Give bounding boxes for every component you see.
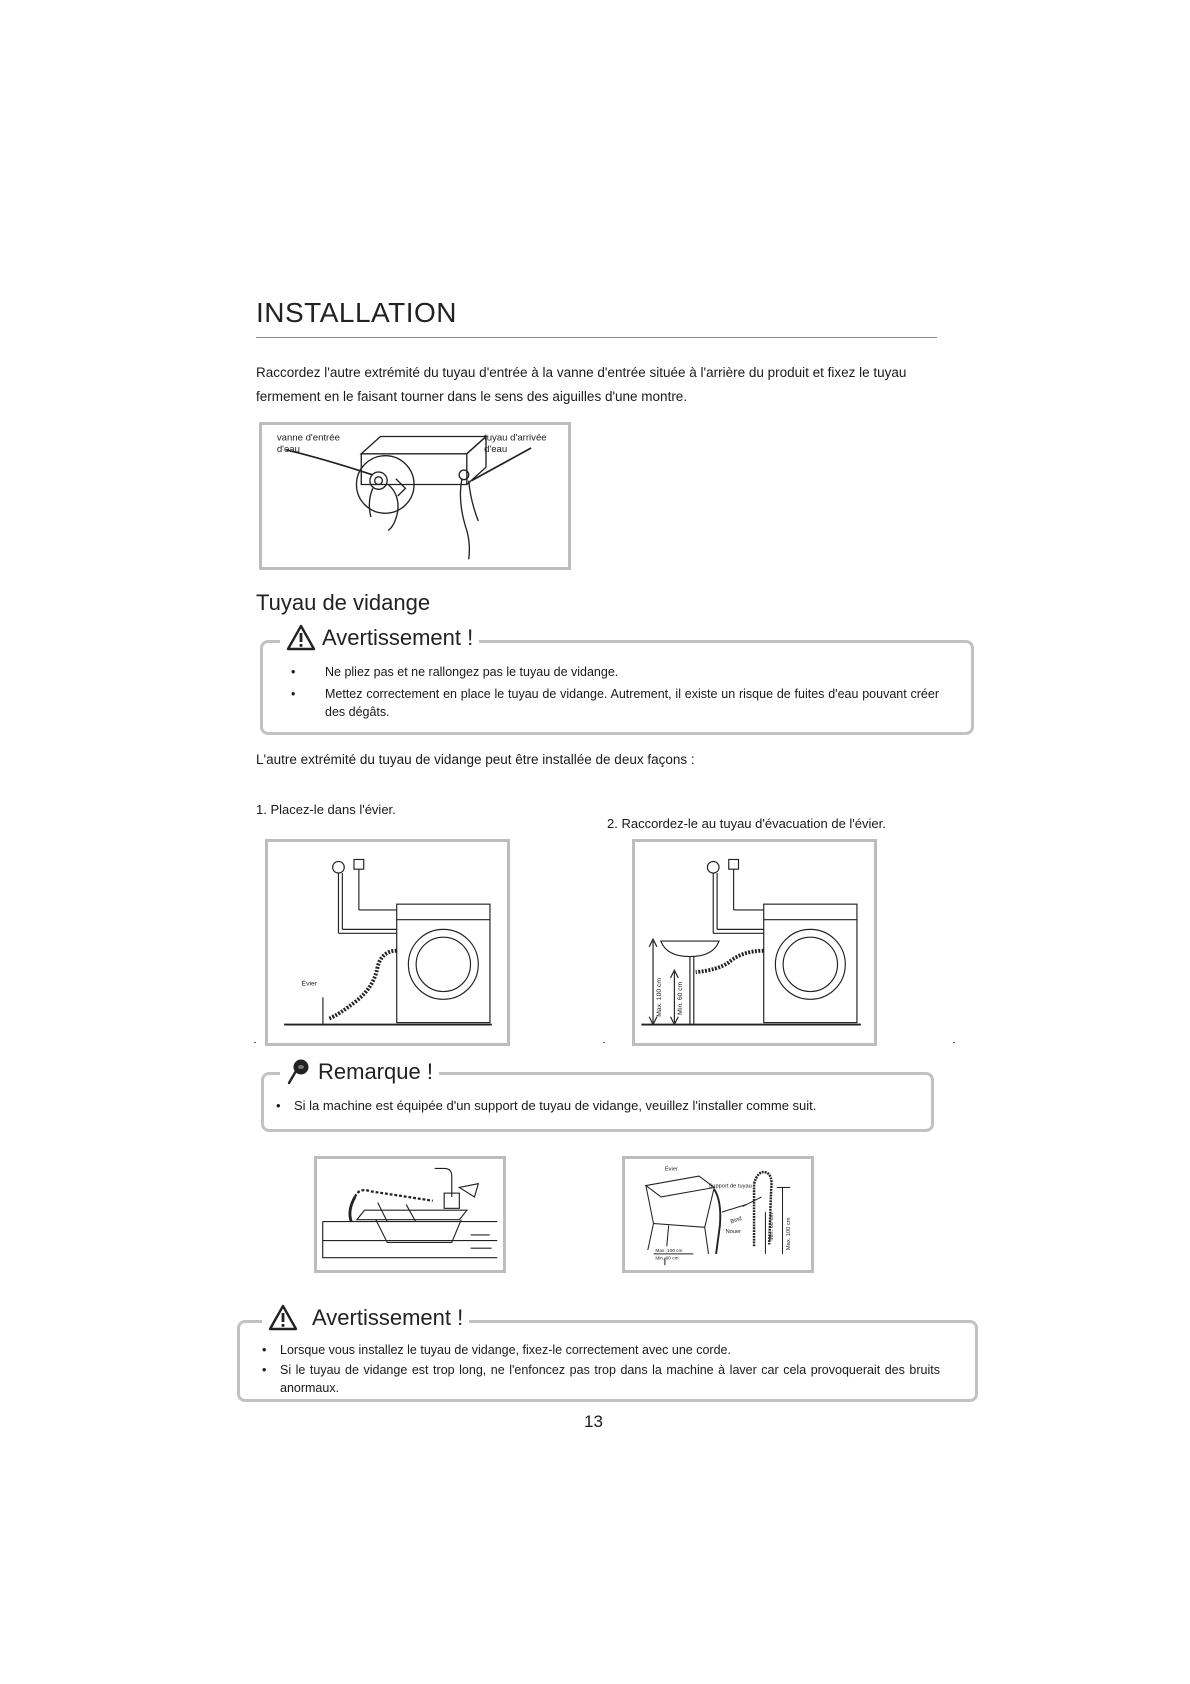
- sink-with-hose-illustration: [317, 1159, 503, 1270]
- support-label-max-vertical: Max. 100 cm: [786, 1217, 793, 1251]
- layout-tick: [953, 1042, 955, 1043]
- inlet-label-valve-2: d'eau: [276, 443, 300, 455]
- inlet-label-valve: vanne d'entrée: [276, 432, 340, 444]
- warning-2-list: [250, 1341, 940, 1399]
- note-title: Remarque !: [318, 1059, 433, 1084]
- support-label-min-vertical: Min. 60 cm: [769, 1212, 776, 1241]
- warning-2-header: [262, 1304, 469, 1331]
- warning-1-list: [269, 663, 939, 725]
- warning-triangle-icon: [268, 1304, 298, 1331]
- intro-paragraph: Raccordez l'autre extrémité du tuyau d'entrée à la vanne d'entrée située à l'arrière du produit et fixez le tuyau fermement en le faisant tourner dans le sens des aiguilles d'une montre.: [256, 365, 907, 404]
- warning-2-item: • Lorsque vous installez le tuyau de vidange, fixez-le correctement avec une corde.: [250, 1341, 940, 1359]
- hose-support-illustration: [625, 1159, 811, 1270]
- support-label-min: Min. 60 cm: [655, 1256, 679, 1262]
- warning-2-item: • Si le tuyau de vidange est trop long, ne l'enfoncez pas trop dans la machine à laver car cela provoquerait des bruits anormaux.: [250, 1361, 940, 1397]
- layout-tick: [603, 1042, 605, 1043]
- inlet-label-hose-2: d'eau: [484, 443, 508, 455]
- option-1-caption: 1. Placez-le dans l'évier.: [256, 802, 396, 817]
- page-number: 13: [584, 1412, 603, 1431]
- inlet-label-hose: tuyau d'arrivée: [484, 432, 547, 444]
- warning-1-title: Avertissement !: [322, 624, 474, 650]
- title-divider: [256, 337, 937, 338]
- sink-drain-illustration: [268, 842, 507, 1043]
- support-label-tie: Nouer: [725, 1229, 742, 1235]
- warning-box-1: [260, 640, 974, 735]
- option-1-label-sink: Évier: [301, 980, 318, 988]
- support-label-sink: Évier: [664, 1166, 678, 1173]
- standpipe-drain-illustration: [635, 842, 874, 1043]
- option-1-figure: [265, 839, 510, 1046]
- support-label-support: Support de tuyau: [708, 1183, 752, 1190]
- note-header: [280, 1058, 439, 1086]
- support-label-bind: Bind: [729, 1215, 743, 1226]
- layout-tick: [254, 1042, 256, 1043]
- warning-box-2: [237, 1320, 978, 1402]
- drain-ways-text: L'autre extrémité du tuyau de vidange peut être installée de deux façons :: [256, 752, 695, 767]
- support-bracket-figure: [622, 1156, 814, 1273]
- option-2-label-min: Min. 60 cm: [677, 981, 685, 1015]
- option-2-caption: 2. Raccordez-le au tuyau d'évacuation de l'évier.: [607, 816, 886, 831]
- drain-hose-heading: Tuyau de vidange: [256, 590, 431, 615]
- page-title: INSTALLATION: [256, 297, 458, 328]
- inlet-connection-figure: [259, 422, 571, 570]
- inlet-connection-illustration: [262, 425, 568, 567]
- warning-2-title: Avertissement !: [312, 1304, 464, 1330]
- warning-1-header: [280, 624, 479, 651]
- option-2-figure: [632, 839, 877, 1046]
- note-item: • Si la machine est équipée d'un support de tuyau de vidange, veuillez l'installer comme suit.: [264, 1097, 904, 1115]
- pushpin-icon: [286, 1058, 312, 1086]
- warning-1-item: • Mettez correctement en place le tuyau de vidange. Autrement, il existe un risque de fuites d'eau pouvant créer des dégâts.: [269, 685, 939, 721]
- support-label-max: Max. 100 cm: [655, 1248, 683, 1254]
- warning-triangle-icon: [286, 624, 316, 651]
- warning-1-item: • Ne pliez pas et ne rallongez pas le tuyau de vidange.: [269, 663, 939, 681]
- option-2-label-max: Max. 100 cm: [655, 977, 663, 1017]
- sink-support-figure: [314, 1156, 506, 1273]
- note-list: [264, 1097, 904, 1117]
